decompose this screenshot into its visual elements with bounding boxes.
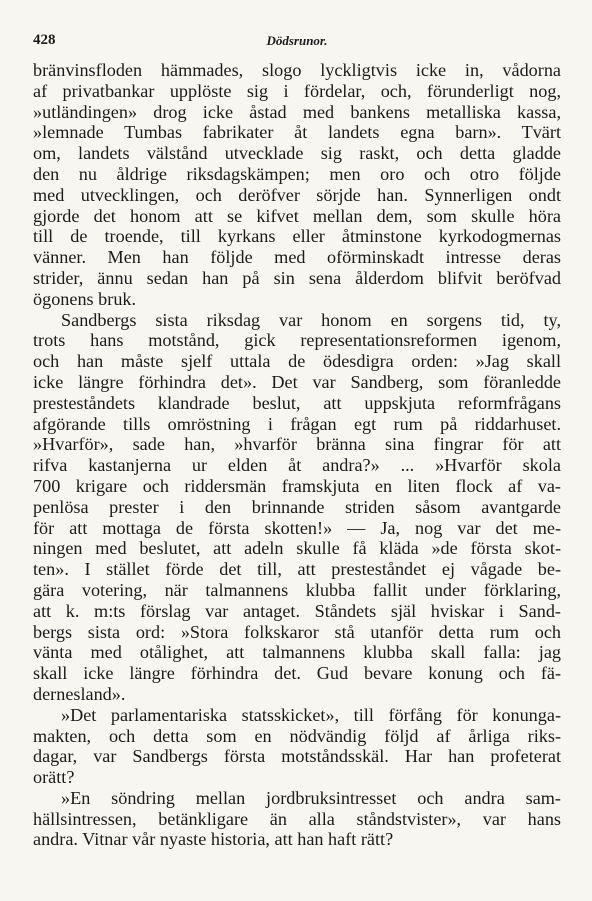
page-body — [33, 60, 561, 850]
text-line: dagar, var Sandbergs första motståndsskäl. Har han profeterat — [33, 746, 561, 767]
text-line: Sandbergs sista riksdag var honom en sorgens tid, ty, — [61, 309, 561, 330]
paragraph — [33, 788, 561, 850]
text-line: den nu åldrige riksdagskämpen; men oro och otro följde — [33, 163, 561, 184]
text-line: och han måste sjelf uttala de ödesdigra orden: »Jag skall — [33, 351, 561, 372]
page-header — [33, 32, 561, 54]
text-line: trots hans motstånd, gick representationsreformen igenom, — [33, 330, 561, 351]
text-line: »Hvarför», sade han, »hvarför bränna sina fingrar för att — [33, 434, 561, 455]
paragraph — [33, 60, 561, 310]
text-line: penlösa prester i den brinnande striden såsom avantgarde — [33, 496, 561, 517]
text-line: bränvinsfloden hämmades, slogo lyckligtvis icke in, vådorna — [33, 60, 561, 80]
text-line: skall icke längre förhindra det. Gud bevare konung och fä- — [33, 663, 561, 684]
text-line: af privatbankar upplöste sig i fördelar, och, förunderligt nog, — [33, 80, 561, 101]
text-line: ögonens bruk. — [33, 288, 137, 309]
text-line: strider, ännu sedan han på sin sena ålderdom blifvit beröfvad — [33, 267, 561, 288]
text-line: med utvecklingen, och deröfver sörjde han. Synnerligen ondt — [33, 184, 561, 205]
text-line: gära votering, när talmannens klubba fallit under förklaring, — [33, 579, 561, 600]
text-line: ningen med beslutet, att adeln skulle få kläda »de första skot- — [33, 538, 561, 559]
page-number: 428 — [33, 32, 56, 48]
text-line: för att mottaga de första skotten!» — Ja, nog var det me- — [33, 517, 561, 538]
text-line: att k. m:ts förslag var antaget. Ståndets själ hviskar i Sand- — [33, 600, 561, 621]
text-line: ten». I stället förde det till, att presteståndet ej vågade be- — [33, 559, 561, 580]
running-title: Dödsrunor. — [266, 33, 328, 48]
text-line: »lemnade Tumbas fabrikater åt landets egna barn». Tvärt — [33, 122, 561, 143]
text-line: »utländingen» drog icke åstad med bankens metalliska kassa, — [33, 101, 561, 122]
text-line: icke längre förhindra det». Det var Sandberg, som föranledde — [33, 371, 561, 392]
text-line: dernesland». — [33, 683, 126, 704]
paragraph — [33, 310, 561, 705]
paragraph — [33, 705, 561, 788]
text-line: rifva kastanjerna ur elden åt andra?» ... »Hvarför skola — [33, 455, 561, 476]
text-line: makten, och detta som en nödvändig följd af årliga riks- — [33, 725, 561, 746]
text-line: om, landets välstånd utvecklade sig raskt, och detta gladde — [33, 143, 561, 164]
text-line: vänta med otålighet, att talmannens klubba skall falla: jag — [33, 642, 561, 663]
text-line: »Det parlamentariska statsskicket», till förfång för konunga- — [61, 704, 561, 725]
text-line: till de troende, till kyrkans eller åtminstone kyrkodogmernas — [33, 226, 561, 247]
text-line: orätt? — [33, 767, 75, 788]
text-line: bergs sista ord: »Stora folkskaror stå utanför detta rum och — [33, 621, 561, 642]
text-line: afgörande tills omröstning i frågan egt rum på riddarhuset. — [33, 413, 561, 434]
text-line: 700 krigare och riddersmän framskjuta en liten flock af va- — [33, 475, 561, 496]
text-line: vänner. Men han följde med oförminskadt intresse deras — [33, 247, 561, 268]
text-line: gjorde det honom att se kifvet mellan dem, som skulle höra — [33, 205, 561, 226]
text-line: »En söndring mellan jordbruksintresset och andra sam- — [61, 787, 561, 808]
text-line: presteståndets klandrade beslut, att uppskjuta reformfrågans — [33, 392, 561, 413]
text-line: andra. Vitnar vår nyaste historia, att han haft rätt? — [33, 829, 394, 850]
text-line: hällsintressen, betänkligare än alla ståndstvister», var hans — [33, 808, 561, 829]
